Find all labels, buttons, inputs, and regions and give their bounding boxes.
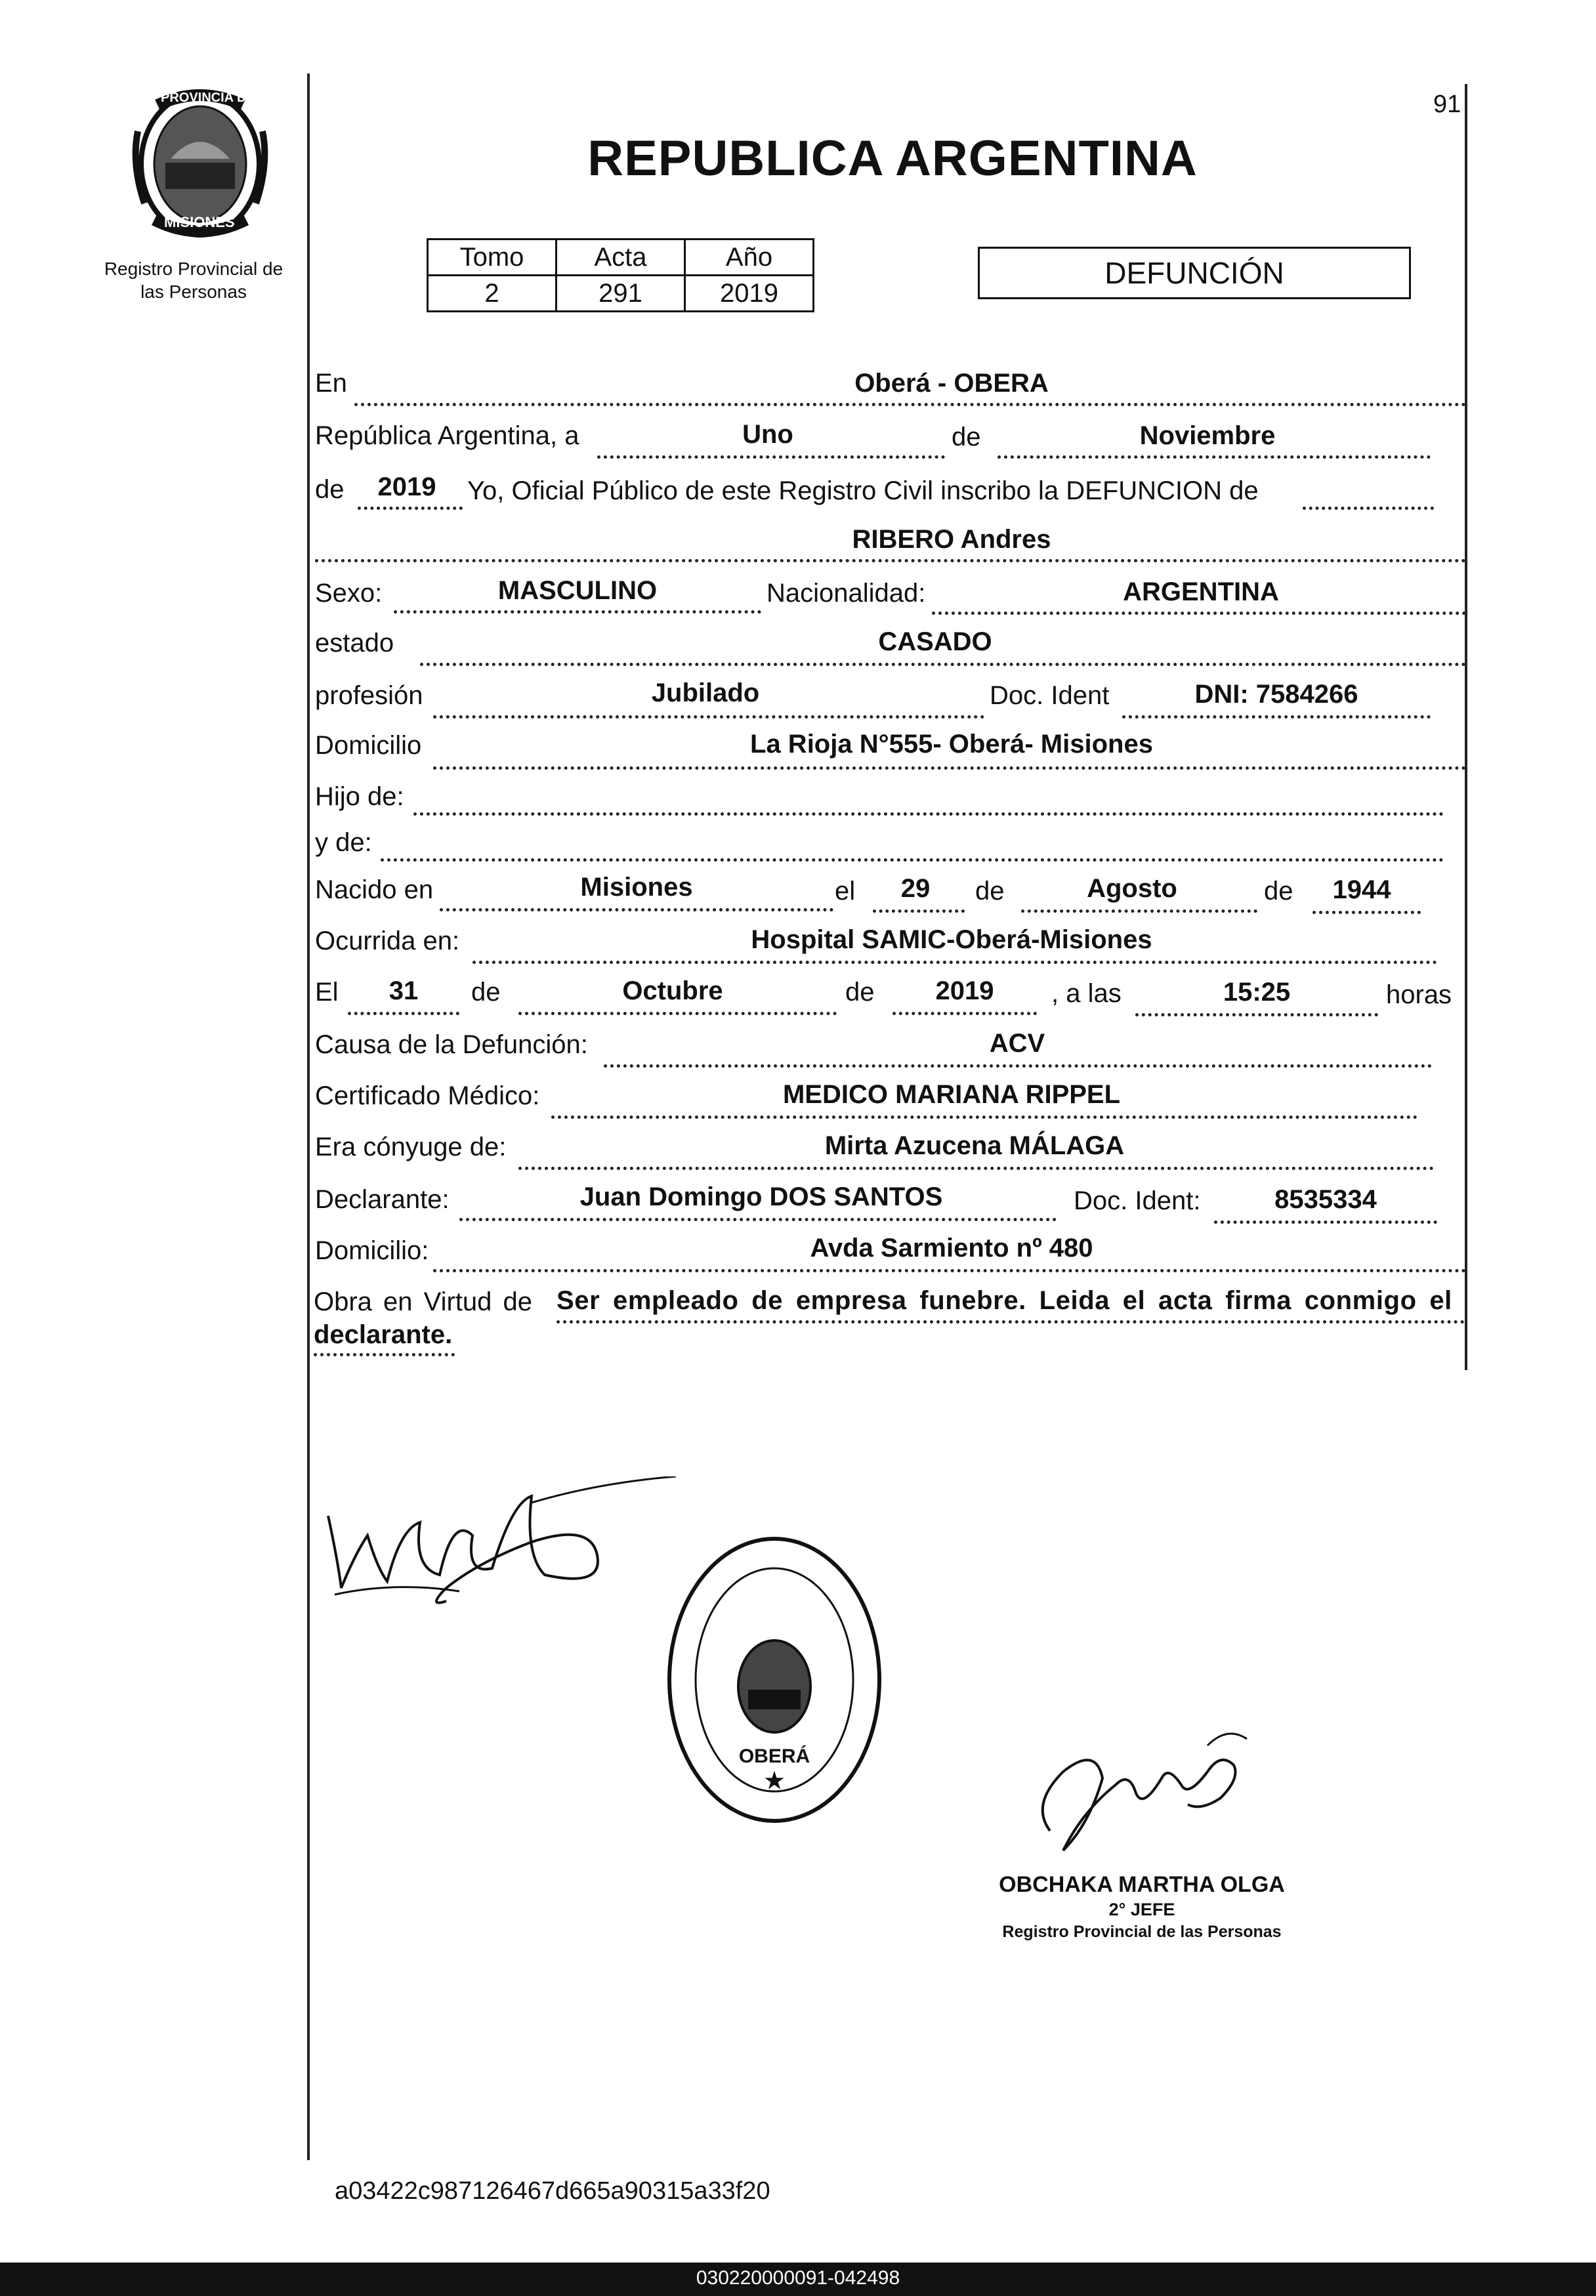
official-name: OBCHAKA MARTHA OLGA xyxy=(999,1872,1285,1897)
declarante-value: Juan Domingo DOS SANTOS xyxy=(579,1182,943,1211)
ocurrida-dotline xyxy=(472,961,1437,964)
tomo-header: Tomo xyxy=(428,240,556,276)
year-dotline xyxy=(358,507,463,510)
conyuge-dotline xyxy=(518,1167,1434,1170)
official-signature xyxy=(1024,1726,1260,1857)
domicilio-label: Domicilio xyxy=(315,731,422,760)
obra-value-line1: Ser empleado de empresa funebre. Leida el acta firma conmigo el xyxy=(556,1286,1452,1315)
birth-month-dotline xyxy=(1021,909,1257,913)
document-hash: a03422c987126467d665a90315a33f20 xyxy=(335,2177,770,2205)
official-role: 2° JEFE xyxy=(1108,1900,1175,1919)
tomo-acta-ano-table xyxy=(427,238,814,312)
official-org: Registro Provincial de las Personas xyxy=(1002,1923,1282,1941)
doc-ident2-value: 8535334 xyxy=(1274,1185,1377,1214)
en-dotline xyxy=(354,403,1466,406)
declarante-dotline xyxy=(459,1218,1057,1221)
day-value: Uno xyxy=(742,420,793,449)
profesion-value: Jubilado xyxy=(651,678,760,707)
svg-text:★: ★ xyxy=(764,1768,785,1793)
domicilio-value: La Rioja N°555- Oberá- Misiones xyxy=(750,730,1153,759)
registry-caption-line2: las Personas xyxy=(140,282,247,302)
document-title: REPUBLICA ARGENTINA xyxy=(587,131,1198,186)
obra-label: Obra en Virtud de xyxy=(314,1287,533,1316)
republica-label: República Argentina, a xyxy=(315,421,579,450)
tomo-value: 2 xyxy=(428,276,556,312)
table-value-row xyxy=(428,276,814,312)
registry-caption-line1: Registro Provincial de xyxy=(104,259,284,279)
nacionalidad-dotline xyxy=(932,612,1466,615)
el-cap-label: El xyxy=(315,978,339,1007)
obra-dotline-1 xyxy=(556,1320,1465,1324)
domicilio2-value: Avda Sarmiento nº 480 xyxy=(810,1234,1093,1263)
day-dotline xyxy=(597,455,945,459)
domicilio2-label: Domicilio: xyxy=(315,1236,429,1265)
death-day: 31 xyxy=(388,976,419,1005)
hijo-label: Hijo de: xyxy=(315,782,404,811)
certificado-value: MEDICO MARIANA RIPPEL xyxy=(782,1080,1121,1109)
de-label-2: de xyxy=(315,475,345,504)
declarante-label: Declarante: xyxy=(315,1185,450,1214)
causa-dotline xyxy=(604,1064,1432,1068)
inscribo-text: Yo, Oficial Público de este Registro Civil inscribo la DEFUNCION de xyxy=(467,476,1259,505)
de-label-1: de xyxy=(952,423,981,451)
nacido-label: Nacido en xyxy=(315,875,434,904)
nacionalidad-label: Nacionalidad: xyxy=(766,579,926,608)
doc-ident2-dotline xyxy=(1214,1221,1437,1224)
birth-day-dotline xyxy=(873,909,965,913)
stamp-inner-text: OBERÁ xyxy=(738,1745,810,1767)
year-value: 2019 xyxy=(377,472,436,501)
de-label-5: de xyxy=(471,978,501,1007)
ocurrida-value: Hospital SAMIC-Oberá-Misiones xyxy=(751,925,1152,954)
birth-year-dotline xyxy=(1312,911,1421,914)
alas-label: , a las xyxy=(1051,979,1122,1008)
doc-ident2-label: Doc. Ident: xyxy=(1074,1186,1201,1215)
estado-label: estado xyxy=(315,629,394,657)
en-value: Oberá - OBERA xyxy=(854,369,1049,398)
ano-header: Año xyxy=(685,240,814,276)
en-label: En xyxy=(315,369,347,398)
conyuge-label: Era cónyuge de: xyxy=(315,1133,507,1161)
profesion-label: profesión xyxy=(315,681,423,710)
domicilio-dotline xyxy=(433,766,1466,770)
document-id: 030220000091-042498 xyxy=(696,2267,900,2289)
inscribo-dotline xyxy=(1303,507,1434,510)
obra-dotline-2 xyxy=(314,1353,455,1356)
doc-ident-dotline xyxy=(1122,715,1431,719)
de-label-4: de xyxy=(1264,877,1293,906)
yde-label: y de: xyxy=(315,828,372,857)
el-label: el xyxy=(835,877,856,906)
de-label-6: de xyxy=(845,978,875,1007)
acta-value: 291 xyxy=(556,276,685,312)
certificado-dotline xyxy=(551,1116,1418,1119)
right-margin-rule xyxy=(1465,84,1467,1370)
estado-value: CASADO xyxy=(878,627,992,656)
domicilio2-dotline xyxy=(433,1269,1466,1272)
hijo-dotline xyxy=(413,812,1444,816)
estado-dotline xyxy=(420,663,1466,666)
birth-year: 1944 xyxy=(1332,875,1391,904)
doc-ident-value: DNI: 7584266 xyxy=(1194,680,1358,709)
deceased-name: RIBERO Andres xyxy=(852,525,1051,554)
obra-value-line2: declarante. xyxy=(314,1320,453,1349)
emblem-text-top: PROVINCIA DE xyxy=(161,91,255,105)
de-label-3: de xyxy=(975,877,1005,906)
birth-month: Agosto xyxy=(1087,874,1177,903)
record-type-box: DEFUNCIÓN xyxy=(978,247,1411,299)
horas-label: horas xyxy=(1386,980,1452,1009)
ano-value: 2019 xyxy=(685,276,814,312)
conyuge-value: Mirta Azucena MÁLAGA xyxy=(824,1131,1125,1160)
emblem-text-bottom: MISIONES xyxy=(164,214,235,230)
death-month-dotline xyxy=(518,1012,837,1015)
left-margin-rule xyxy=(307,73,310,2160)
sexo-label: Sexo: xyxy=(315,579,383,608)
causa-label: Causa de la Defunción: xyxy=(315,1030,588,1059)
death-time: 15:25 xyxy=(1223,978,1291,1007)
death-time-dotline xyxy=(1135,1013,1378,1016)
profesion-dotline xyxy=(433,715,984,719)
registry-caption xyxy=(95,257,292,303)
declarant-signature xyxy=(315,1476,682,1621)
yde-dotline xyxy=(381,858,1444,862)
sexo-value: MASCULINO xyxy=(497,576,658,605)
nacido-dotline xyxy=(440,908,833,911)
month-value: Noviembre xyxy=(1139,421,1276,450)
page-number: 91 xyxy=(1433,91,1461,118)
death-year: 2019 xyxy=(935,976,994,1005)
doc-ident-label: Doc. Ident xyxy=(990,681,1110,710)
name-dotline xyxy=(315,559,1466,562)
nacionalidad-value: ARGENTINA xyxy=(1123,577,1279,606)
death-year-dotline xyxy=(892,1012,1037,1015)
certificado-label: Certificado Médico: xyxy=(315,1081,540,1110)
birth-day: 29 xyxy=(900,874,931,903)
acta-header: Acta xyxy=(556,240,685,276)
month-dotline xyxy=(998,455,1431,459)
nacido-value: Misiones xyxy=(580,873,693,902)
death-day-dotline xyxy=(348,1012,459,1015)
sexo-dotline xyxy=(394,610,761,614)
causa-value: ACV xyxy=(989,1029,1045,1058)
table-header-row xyxy=(428,240,814,276)
ocurrida-label: Ocurrida en: xyxy=(315,927,460,955)
death-month: Octubre xyxy=(622,976,723,1005)
